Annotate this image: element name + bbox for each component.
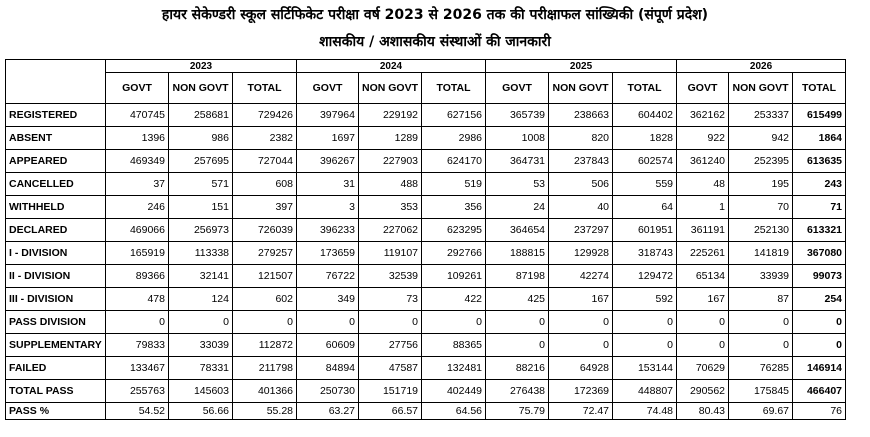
table-row xyxy=(6,127,846,150)
table-cell: 47587 xyxy=(359,357,422,380)
table-cell: 365739 xyxy=(486,104,549,127)
table-cell: 0 xyxy=(677,334,729,357)
table-cell: 608 xyxy=(233,173,297,196)
table-cell: 488 xyxy=(359,173,422,196)
table-cell: 53 xyxy=(486,173,549,196)
table-cell: 0 xyxy=(793,311,846,334)
table-cell: 367080 xyxy=(793,242,846,265)
table-cell: 48 xyxy=(677,173,729,196)
table-cell: 64928 xyxy=(549,357,613,380)
table-cell: 60609 xyxy=(297,334,359,357)
table-cell: 0 xyxy=(297,311,359,334)
table-cell: 466407 xyxy=(793,380,846,403)
row-label: APPEARED xyxy=(6,150,106,173)
table-cell: 1864 xyxy=(793,127,846,150)
table-cell: 396233 xyxy=(297,219,359,242)
table-cell: 32141 xyxy=(169,265,233,288)
table-cell: 252395 xyxy=(729,150,793,173)
page-subtitle: शासकीय / अशासकीय संस्थाओं की जानकारी xyxy=(319,34,551,50)
table-cell: 153144 xyxy=(613,357,677,380)
table-cell: 165919 xyxy=(106,242,169,265)
row-label: I - DIVISION xyxy=(6,242,106,265)
table-cell: 0 xyxy=(359,311,422,334)
table-cell: 349 xyxy=(297,288,359,311)
table-cell: 1396 xyxy=(106,127,169,150)
table-cell: 250730 xyxy=(297,380,359,403)
row-label: II - DIVISION xyxy=(6,265,106,288)
column-header-govt: GOVT xyxy=(677,73,729,104)
table-row xyxy=(6,380,846,403)
table-row xyxy=(6,311,846,334)
table-cell: 243 xyxy=(793,173,846,196)
table-cell: 40 xyxy=(549,196,613,219)
table-cell: 88216 xyxy=(486,357,549,380)
table-cell: 121507 xyxy=(233,265,297,288)
table-cell: 401366 xyxy=(233,380,297,403)
table-cell: 33039 xyxy=(169,334,233,357)
table-cell: 627156 xyxy=(422,104,486,127)
table-cell: 362162 xyxy=(677,104,729,127)
table-cell: 195 xyxy=(729,173,793,196)
table-cell: 2382 xyxy=(233,127,297,150)
results-table xyxy=(5,59,846,420)
table-cell: 79833 xyxy=(106,334,169,357)
table-cell: 506 xyxy=(549,173,613,196)
table-cell: 613321 xyxy=(793,219,846,242)
table-row xyxy=(6,288,846,311)
table-cell: 820 xyxy=(549,127,613,150)
table-row xyxy=(6,403,846,420)
table-cell: 113338 xyxy=(169,242,233,265)
table-cell: 1828 xyxy=(613,127,677,150)
table-cell: 64 xyxy=(613,196,677,219)
table-row xyxy=(6,357,846,380)
row-label: III - DIVISION xyxy=(6,288,106,311)
column-header-total: TOTAL xyxy=(613,73,677,104)
table-cell: 602 xyxy=(233,288,297,311)
table-cell: 32539 xyxy=(359,265,422,288)
table-cell: 470745 xyxy=(106,104,169,127)
table-cell: 76 xyxy=(793,403,846,420)
row-label: CANCELLED xyxy=(6,173,106,196)
table-cell: 167 xyxy=(677,288,729,311)
table-cell: 133467 xyxy=(106,357,169,380)
table-cell: 257695 xyxy=(169,150,233,173)
table-cell: 227062 xyxy=(359,219,422,242)
row-label: TOTAL PASS xyxy=(6,380,106,403)
column-header-non-govt: NON GOVT xyxy=(359,73,422,104)
table-cell: 33939 xyxy=(729,265,793,288)
table-cell: 87198 xyxy=(486,265,549,288)
table-cell: 80.43 xyxy=(677,403,729,420)
table-cell: 37 xyxy=(106,173,169,196)
table-cell: 254 xyxy=(793,288,846,311)
table-cell: 72.47 xyxy=(549,403,613,420)
table-cell: 279257 xyxy=(233,242,297,265)
table-cell: 397964 xyxy=(297,104,359,127)
table-cell: 601951 xyxy=(613,219,677,242)
column-header-total: TOTAL xyxy=(233,73,297,104)
table-cell: 1 xyxy=(677,196,729,219)
table-cell: 78331 xyxy=(169,357,233,380)
column-header-total: TOTAL xyxy=(793,73,846,104)
table-cell: 469349 xyxy=(106,150,169,173)
table-cell: 448807 xyxy=(613,380,677,403)
table-cell: 63.27 xyxy=(297,403,359,420)
year-header-2025: 2025 xyxy=(486,60,677,73)
table-cell: 66.57 xyxy=(359,403,422,420)
table-cell: 64.56 xyxy=(422,403,486,420)
table-cell: 942 xyxy=(729,127,793,150)
row-label: PASS % xyxy=(6,403,106,420)
table-cell: 623295 xyxy=(422,219,486,242)
table-cell: 246 xyxy=(106,196,169,219)
table-cell: 70629 xyxy=(677,357,729,380)
column-header-row xyxy=(6,73,846,104)
table-row xyxy=(6,265,846,288)
table-cell: 151719 xyxy=(359,380,422,403)
row-label: REGISTERED xyxy=(6,104,106,127)
table-cell: 0 xyxy=(729,334,793,357)
table-cell: 55.28 xyxy=(233,403,297,420)
table-cell: 75.79 xyxy=(486,403,549,420)
table-cell: 42274 xyxy=(549,265,613,288)
table-cell: 65134 xyxy=(677,265,729,288)
row-label: DECLARED xyxy=(6,219,106,242)
table-cell: 132481 xyxy=(422,357,486,380)
table-cell: 258681 xyxy=(169,104,233,127)
table-row xyxy=(6,104,846,127)
table-cell: 3 xyxy=(297,196,359,219)
table-cell: 70 xyxy=(729,196,793,219)
table-cell: 255763 xyxy=(106,380,169,403)
table-cell: 726039 xyxy=(233,219,297,242)
table-cell: 0 xyxy=(613,334,677,357)
table-cell: 124 xyxy=(169,288,233,311)
table-cell: 0 xyxy=(486,334,549,357)
table-row xyxy=(6,173,846,196)
table-cell: 54.52 xyxy=(106,403,169,420)
table-cell: 56.66 xyxy=(169,403,233,420)
table-cell: 88365 xyxy=(422,334,486,357)
column-header-total: TOTAL xyxy=(422,73,486,104)
table-row xyxy=(6,334,846,357)
table-row xyxy=(6,242,846,265)
table-cell: 1697 xyxy=(297,127,359,150)
table-cell: 604402 xyxy=(613,104,677,127)
row-label: SUPPLEMENTARY xyxy=(6,334,106,357)
table-row xyxy=(6,219,846,242)
table-cell: 361240 xyxy=(677,150,729,173)
table-cell: 0 xyxy=(729,311,793,334)
table-cell: 229192 xyxy=(359,104,422,127)
table-row xyxy=(6,196,846,219)
table-cell: 238663 xyxy=(549,104,613,127)
column-header-govt: GOVT xyxy=(486,73,549,104)
table-cell: 173659 xyxy=(297,242,359,265)
row-label: WITHHELD xyxy=(6,196,106,219)
table-cell: 256973 xyxy=(169,219,233,242)
table-cell: 211798 xyxy=(233,357,297,380)
table-cell: 0 xyxy=(169,311,233,334)
table-cell: 24 xyxy=(486,196,549,219)
table-cell: 364654 xyxy=(486,219,549,242)
table-cell: 172369 xyxy=(549,380,613,403)
table-cell: 478 xyxy=(106,288,169,311)
table-cell: 0 xyxy=(677,311,729,334)
table-cell: 986 xyxy=(169,127,233,150)
table-cell: 602574 xyxy=(613,150,677,173)
table-cell: 922 xyxy=(677,127,729,150)
table-cell: 0 xyxy=(613,311,677,334)
table-cell: 290562 xyxy=(677,380,729,403)
table-cell: 76722 xyxy=(297,265,359,288)
table-cell: 0 xyxy=(793,334,846,357)
table-cell: 0 xyxy=(549,311,613,334)
table-cell: 425 xyxy=(486,288,549,311)
table-cell: 237297 xyxy=(549,219,613,242)
table-cell: 2986 xyxy=(422,127,486,150)
table-cell: 1289 xyxy=(359,127,422,150)
table-cell: 559 xyxy=(613,173,677,196)
table-cell: 252130 xyxy=(729,219,793,242)
column-header-govt: GOVT xyxy=(106,73,169,104)
table-cell: 469066 xyxy=(106,219,169,242)
table-cell: 318743 xyxy=(613,242,677,265)
table-cell: 84894 xyxy=(297,357,359,380)
table-cell: 99073 xyxy=(793,265,846,288)
page-title: हायर सेकेण्डरी स्कूल सर्टिफिकेट परीक्षा वर्ष 2023 से 2026 तक की परीक्षाफल सांख्यिकी (संपूर्ण प्रदेश) xyxy=(161,7,709,23)
table-cell: 27756 xyxy=(359,334,422,357)
table-cell: 109261 xyxy=(422,265,486,288)
table-cell: 167 xyxy=(549,288,613,311)
table-cell: 0 xyxy=(486,311,549,334)
table-cell: 402449 xyxy=(422,380,486,403)
table-cell: 145603 xyxy=(169,380,233,403)
table-cell: 276438 xyxy=(486,380,549,403)
table-cell: 188815 xyxy=(486,242,549,265)
table-cell: 119107 xyxy=(359,242,422,265)
table-cell: 571 xyxy=(169,173,233,196)
table-cell: 71 xyxy=(793,196,846,219)
year-header-2023: 2023 xyxy=(106,60,297,73)
table-cell: 253337 xyxy=(729,104,793,127)
year-header-2024: 2024 xyxy=(297,60,486,73)
table-cell: 397 xyxy=(233,196,297,219)
table-cell: 112872 xyxy=(233,334,297,357)
table-cell: 87 xyxy=(729,288,793,311)
table-cell: 146914 xyxy=(793,357,846,380)
corner-cell xyxy=(6,60,106,104)
table-cell: 237843 xyxy=(549,150,613,173)
table-cell: 129472 xyxy=(613,265,677,288)
table-cell: 129928 xyxy=(549,242,613,265)
year-header-row xyxy=(6,60,846,73)
table-cell: 175845 xyxy=(729,380,793,403)
table-cell: 729426 xyxy=(233,104,297,127)
table-cell: 292766 xyxy=(422,242,486,265)
table-cell: 0 xyxy=(549,334,613,357)
table-cell: 624170 xyxy=(422,150,486,173)
column-header-non-govt: NON GOVT xyxy=(169,73,233,104)
table-cell: 353 xyxy=(359,196,422,219)
table-cell: 76285 xyxy=(729,357,793,380)
table-cell: 613635 xyxy=(793,150,846,173)
table-row xyxy=(6,150,846,173)
table-cell: 227903 xyxy=(359,150,422,173)
row-label: ABSENT xyxy=(6,127,106,150)
column-header-non-govt: NON GOVT xyxy=(549,73,613,104)
table-cell: 74.48 xyxy=(613,403,677,420)
row-label: FAILED xyxy=(6,357,106,380)
table-cell: 422 xyxy=(422,288,486,311)
column-header-non-govt: NON GOVT xyxy=(729,73,793,104)
table-cell: 225261 xyxy=(677,242,729,265)
table-cell: 356 xyxy=(422,196,486,219)
table-cell: 615499 xyxy=(793,104,846,127)
table-cell: 361191 xyxy=(677,219,729,242)
table-cell: 141819 xyxy=(729,242,793,265)
table-cell: 396267 xyxy=(297,150,359,173)
table-cell: 31 xyxy=(297,173,359,196)
table-cell: 73 xyxy=(359,288,422,311)
year-header-2026: 2026 xyxy=(677,60,846,73)
table-cell: 0 xyxy=(233,311,297,334)
table-cell: 592 xyxy=(613,288,677,311)
table-cell: 0 xyxy=(106,311,169,334)
table-cell: 364731 xyxy=(486,150,549,173)
table-cell: 151 xyxy=(169,196,233,219)
table-cell: 519 xyxy=(422,173,486,196)
table-cell: 69.67 xyxy=(729,403,793,420)
table-cell: 727044 xyxy=(233,150,297,173)
row-label: PASS DIVISION xyxy=(6,311,106,334)
table-cell: 1008 xyxy=(486,127,549,150)
column-header-govt: GOVT xyxy=(297,73,359,104)
table-cell: 89366 xyxy=(106,265,169,288)
table-cell: 0 xyxy=(422,311,486,334)
